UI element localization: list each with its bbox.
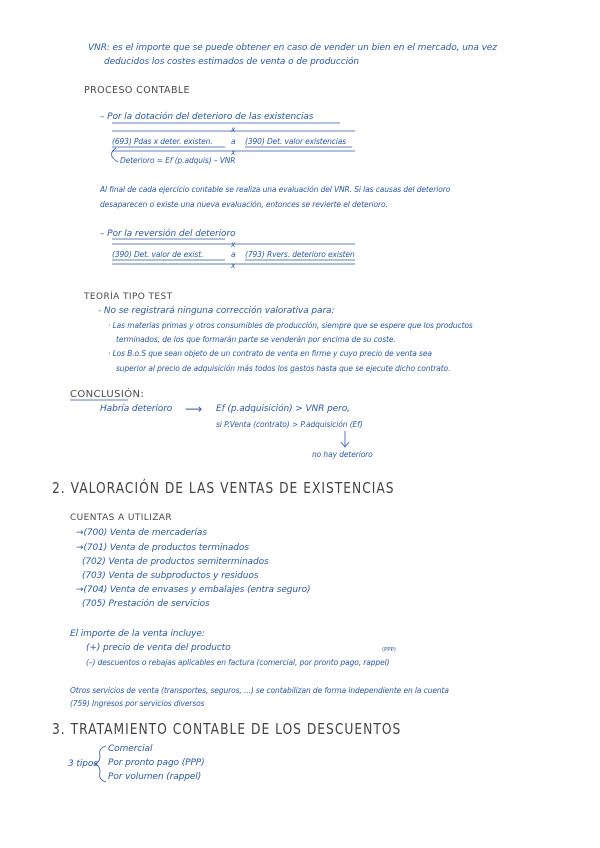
teoria-title: TEORÍA TIPO TEST <box>84 292 173 302</box>
teoria-line-3: terminados, de los que formarán parte se venderán por encima de su coste. <box>116 335 396 344</box>
brace-icon <box>94 746 106 782</box>
account-701: →(701) Venta de productos terminados <box>76 543 249 553</box>
reversion-a: a <box>231 250 236 259</box>
deterioro-formula: Deterioro = Ef (p.adquis) – VNR <box>120 156 236 165</box>
importe-inc-2: (–) descuentos o rebajas aplicables en factura (comercial, por pronto pago, rappel) <box>86 658 390 667</box>
bracket-icon <box>111 148 118 162</box>
vnr-line-2: deducidos los costes estimados de venta o de producción <box>104 57 360 67</box>
reversion-title: – Por la reversión del deterioro <box>100 229 236 239</box>
teoria-line-1: - No se registrará ninguna corrección valorativa para: <box>98 306 335 316</box>
journal-x-mark: x <box>231 125 236 134</box>
dotacion-title: – Por la dotación del deterioro de las existencias <box>100 112 314 122</box>
importe-inc-1: (+) precio de venta del producto <box>86 643 231 653</box>
conclusion-cond-2: si P.Venta (contrato) > P.adquisición (Ef) <box>216 420 363 429</box>
conclusion-result: no hay deterioro <box>312 450 373 459</box>
journal-x-mark: x <box>231 148 236 157</box>
right-arrow-icon: ⟶ <box>185 402 203 416</box>
reversion-debit: (390) Det. valor de exist. <box>112 250 204 259</box>
teoria-line-5: superior al precio de adquisición más todos los gastos hasta que se ejecute dicho contrato. <box>116 364 451 373</box>
account-700: →(700) Venta de mercaderías <box>76 528 207 538</box>
tipo-pronto-pago: Por pronto pago (PPP) <box>108 758 205 768</box>
conclusion-cond-1: Ef (p.adquisición) > VNR pero, <box>216 404 350 414</box>
teoria-line-2: · Las materias primas y otros consumibles de producción, siempre que se espere que los productos <box>108 321 473 330</box>
account-702: (702) Venta de productos semiterminados <box>82 557 269 567</box>
evaluacion-para-2: desaparecen o existe una nueva evaluación, entonces se revierte el deterioro. <box>100 200 388 209</box>
dotacion-debit: (693) Pdas x deter. existen. <box>112 137 213 146</box>
importe-title: El importe de la venta incluye: <box>70 629 205 639</box>
otros-line-1: Otros servicios de venta (transportes, seguros, ...) se contabilizan de forma independiente en la cuenta <box>70 686 449 695</box>
otros-line-2: (759) Ingresos por servicios diversos <box>70 699 205 708</box>
proceso-title: PROCESO CONTABLE <box>84 85 190 96</box>
conclusion-habria: Habría deterioro <box>100 404 173 414</box>
dotacion-a: a <box>231 137 236 146</box>
tipos-label: 3 tipos <box>68 759 98 769</box>
teoria-line-4: · Los B.o.S que sean objeto de un contrato de venta en firme y cuyo precio de venta sea <box>108 349 432 358</box>
tipo-volumen: Por volumen (rappel) <box>108 772 202 782</box>
section-3-title: 3. TRATAMIENTO CONTABLE DE LOS DESCUENTOS <box>52 720 402 738</box>
section-2-title: 2. VALORACIÓN DE LAS VENTAS DE EXISTENCIAS <box>52 479 395 497</box>
cuentas-title: CUENTAS A UTILIZAR <box>70 513 173 523</box>
vnr-line-1: VNR: es el importe que se puede obtener en caso de vender un bien en el mercado, una vez <box>88 43 497 53</box>
account-703: (703) Venta de subproductos y residuos <box>82 571 259 581</box>
dotacion-credit: (390) Det. valor existencias <box>245 137 347 146</box>
conclusion-title: CONCLUSIÓN: <box>70 389 145 400</box>
journal-x-mark: x <box>231 240 236 249</box>
journal-x-mark: x <box>231 261 236 270</box>
account-705: (705) Prestación de servicios <box>82 599 210 609</box>
tipo-comercial: Comercial <box>108 744 153 754</box>
account-704: →(704) Venta de envases y embalajes (entra seguro) <box>76 585 311 595</box>
evaluacion-para-1: Al final de cada ejercicio contable se realiza una evaluación del VNR. Si las causas del deterioro <box>100 185 451 194</box>
ppp-note: (PPP) <box>382 647 396 653</box>
reversion-credit: (793) Rvers. deterioro existen <box>245 250 355 259</box>
